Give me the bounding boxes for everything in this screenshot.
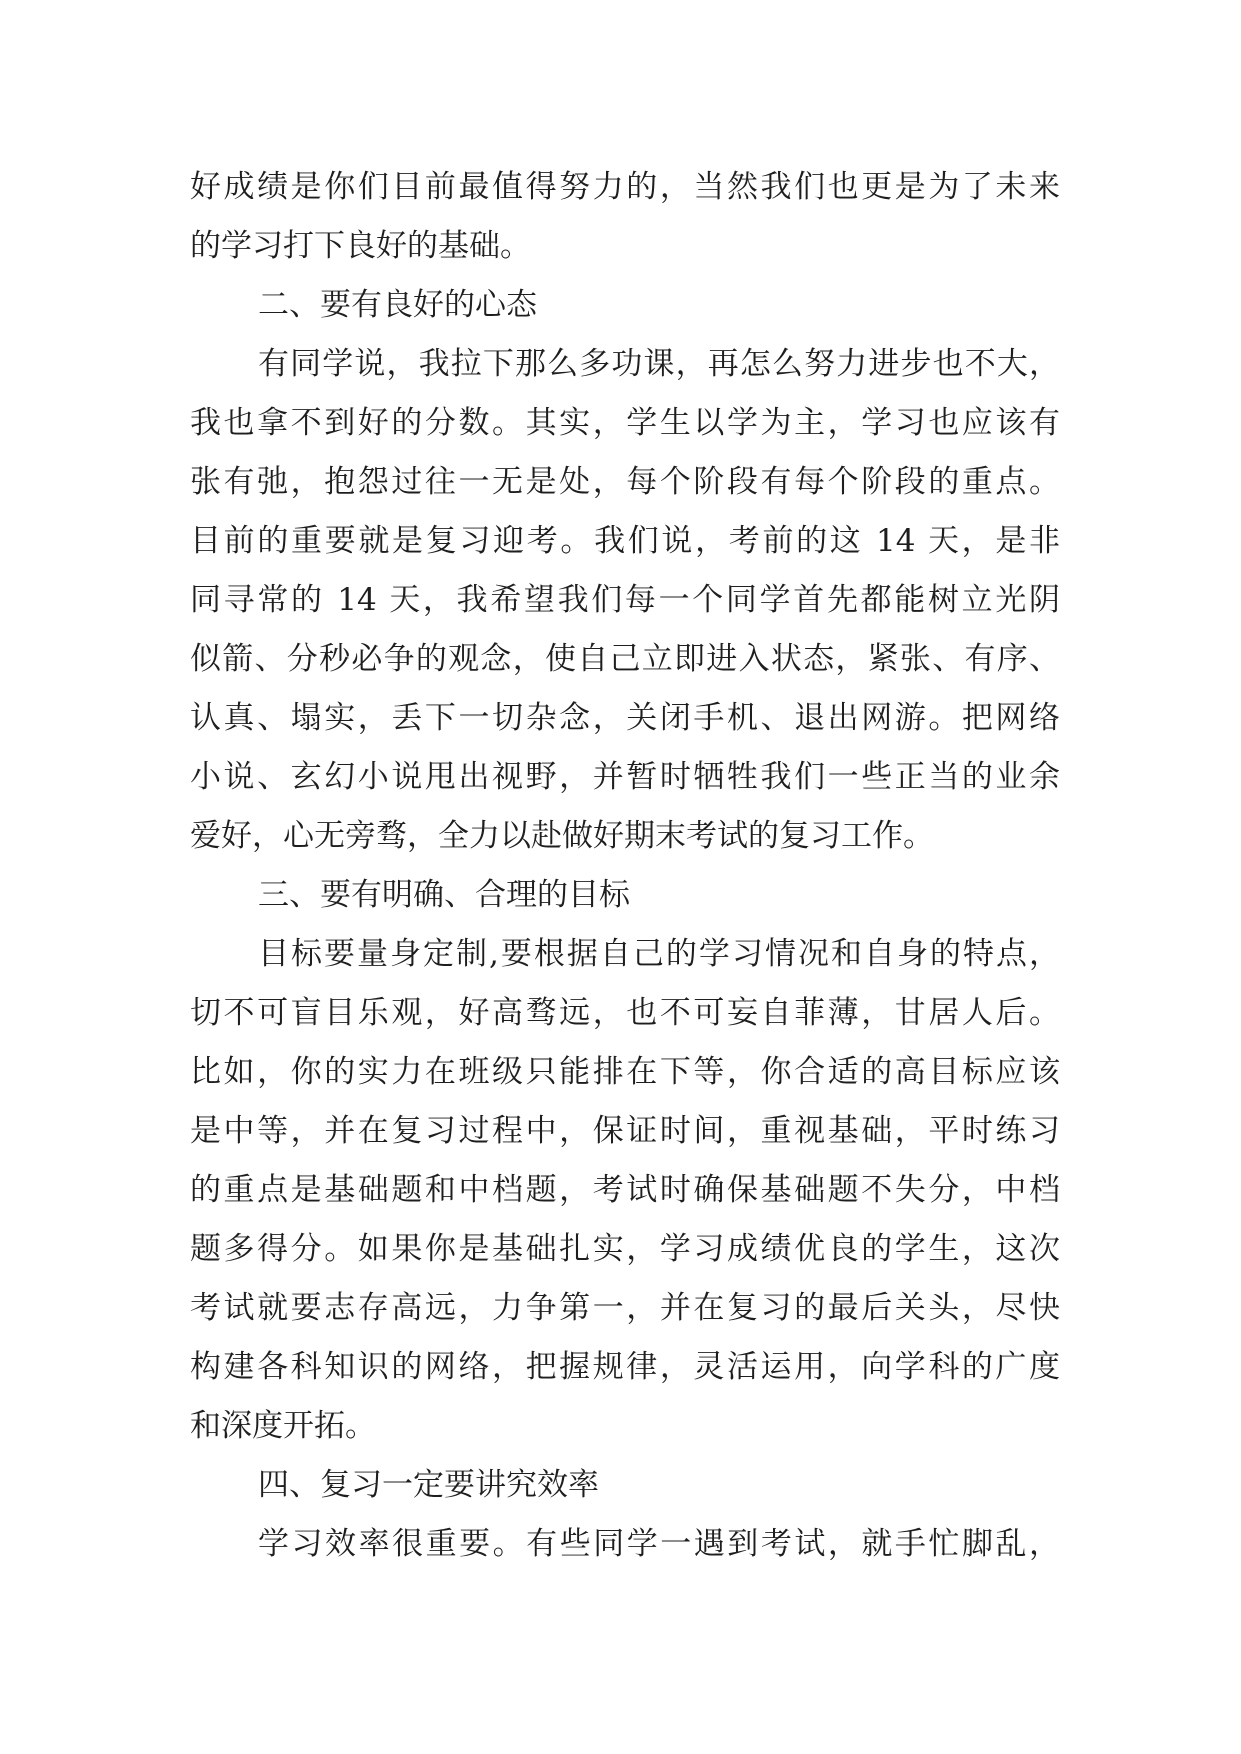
text-line: 我也拿不到好的分数。其实，学生以学为主，学习也应该有 <box>190 405 1060 441</box>
text-line: 的重点是基础题和中档题，考试时确保基础题不失分，中档 <box>190 1172 1060 1208</box>
text-line: 和深度开拓。 <box>190 1408 376 1444</box>
text-line: 考试就要志存高远，力争第一，并在复习的最后关头，尽快 <box>190 1290 1060 1326</box>
text-line: 是中等，并在复习过程中，保证时间，重视基础，平时练习 <box>190 1113 1060 1149</box>
text-line: 有同学说，我拉下那么多功课，再怎么努力进步也不大， <box>258 346 1060 382</box>
section-heading: 二、要有良好的心态 <box>258 287 537 323</box>
text-line: 题多得分。如果你是基础扎实，学习成绩优良的学生，这次 <box>190 1231 1060 1267</box>
text-line: 比如，你的实力在班级只能排在下等，你合适的高目标应该 <box>190 1054 1060 1090</box>
text-line: 认真、塌实，丢下一切杂念，关闭手机、退出网游。把网络 <box>190 700 1060 736</box>
text-line: 同寻常的 14 天，我希望我们每一个同学首先都能树立光阴 <box>190 582 1060 618</box>
text-line: 小说、玄幻小说甩出视野，并暂时牺牲我们一些正当的业余 <box>190 759 1060 795</box>
text-line: 目标要量身定制,要根据自己的学习情况和自身的特点， <box>258 936 1060 972</box>
text-line: 爱好，心无旁骛，全力以赴做好期末考试的复习工作。 <box>190 818 934 854</box>
text-line: 张有弛，抱怨过往一无是处，每个阶段有每个阶段的重点。 <box>190 464 1060 500</box>
text-line: 目前的重要就是复习迎考。我们说，考前的这 14 天，是非 <box>190 523 1060 559</box>
body-text <box>190 158 1060 1574</box>
section-heading: 三、要有明确、合理的目标 <box>258 877 630 913</box>
text-line: 似箭、分秒必争的观念，使自己立即进入状态，紧张、有序、 <box>190 641 1060 677</box>
text-line: 好成绩是你们目前最值得努力的，当然我们也更是为了未来 <box>190 169 1060 205</box>
text-line: 的学习打下良好的基础。 <box>190 228 531 264</box>
text-line: 切不可盲目乐观，好高骛远，也不可妄自菲薄，甘居人后。 <box>190 995 1060 1031</box>
section-heading: 四、复习一定要讲究效率 <box>258 1467 599 1503</box>
text-line: 学习效率很重要。有些同学一遇到考试，就手忙脚乱， <box>258 1526 1060 1562</box>
text-line: 构建各科知识的网络，把握规律，灵活运用，向学科的广度 <box>190 1349 1060 1385</box>
